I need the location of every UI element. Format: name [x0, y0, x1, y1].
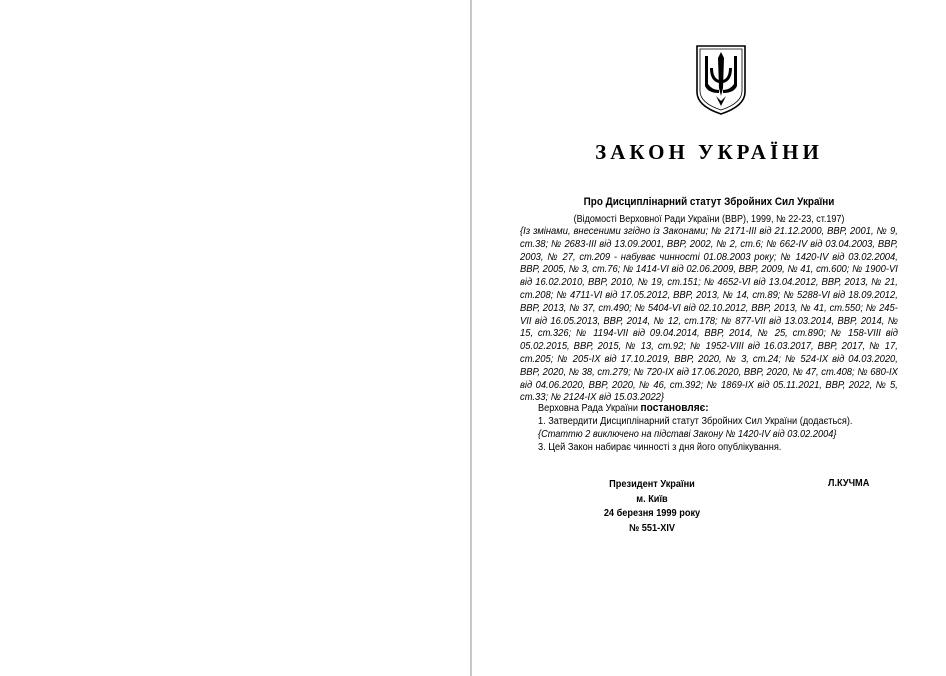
- document-subtitle: Про Дисциплінарний статут Збройних Сил України: [583, 196, 835, 208]
- amendment-item: № 720-IX від 17.06.2020, ВВР, 2020, № 47, ст.408;: [633, 366, 855, 378]
- amendments-list: [520, 226, 898, 405]
- amendment-item: № 5404-VI від 02.10.2012, ВВР, 2013, № 41, ст.550;: [634, 302, 863, 314]
- amendment-item: № 680-IX від 04.06.2020, ВВР, 2020, № 46, ст.392;: [520, 366, 898, 391]
- amendment-item: № 4711-VI від 17.05.2012, ВВР, 2013, № 14, ст.89;: [556, 289, 781, 301]
- document-title: ЗАКОН УКРАЇНИ: [595, 140, 823, 164]
- document-page: [472, 0, 946, 676]
- amendment-item: № 1414-VI від 02.06.2009, ВВР, 2009, № 41, ст.600;: [622, 264, 850, 276]
- amendment-item: № 205-IX від 17.10.2019, ВВР, 2020, № 3, ст.24;: [557, 353, 781, 365]
- amendment-item: № 158-VIII від 05.02.2015, ВВР, 2015, № 13, ст.92;: [520, 328, 898, 353]
- amendment-item: № 524-IX від 04.03.2020, ВВР, 2020, № 38, ст.279;: [520, 353, 898, 378]
- signing-date: 24 березня 1999 року: [603, 508, 701, 519]
- amendment-item: № 877-VII від 13.03.2014, ВВР, 2014, № 15, ст.326;: [520, 315, 898, 340]
- amendment-item: {Із змінами, внесеними згідно із Законами; № 2171-III від 21.12.2000, ВВР, 2001, № 9, ст.38;: [520, 226, 898, 250]
- amendment-item: № 245-VII від 16.05.2013, ВВР, 2014, № 12, ст.178;: [520, 302, 898, 327]
- signing-city: м. Київ: [636, 493, 668, 505]
- amendment-item: № 4652-VI від 13.04.2012, ВВР, 2013, № 21, ст.208;: [520, 277, 898, 301]
- amendment-item: № 1952-VIII від 16.03.2017, ВВР, 2017, № 17, ст.205;: [520, 341, 898, 365]
- point-2-note: {Статтю 2 виключено на підставі Закону № 1420-IV від 03.02.2004}: [538, 429, 837, 440]
- amendment-item: № 2683-III від 13.09.2001, ВВР, 2002, № 2, ст.6;: [551, 238, 764, 250]
- trident-emblem-icon: [694, 44, 748, 116]
- amendment-item: № 5288-VI від 18.09.2012, ВВР, 2013, № 37, ст.490;: [520, 289, 898, 314]
- point-3: 3. Цей Закон набирає чинності з дня його опублікування.: [538, 442, 782, 453]
- amendment-item: № 662-IV від 03.04.2003, ВВР, 2003, № 27, ст.209 - набуває чинності 01.08.2003 року;: [520, 238, 898, 263]
- signer-name: Л.КУЧМА: [828, 478, 870, 489]
- point-1: 1. Затвердити Дисциплінарний статут Збройних Сил України (додається).: [538, 416, 853, 427]
- law-number: № 551-XIV: [628, 522, 676, 534]
- amendment-item: № 1869-IX від 05.11.2021, ВВР, 2022, № 5, ст.33;: [520, 379, 898, 404]
- amendment-item: № 1900-VI від 16.02.2010, ВВР, 2010, № 19, ст.151;: [520, 264, 898, 289]
- amendment-item: № 1420-IV від 03.02.2004, ВВР, 2005, № 3, ст.76;: [520, 251, 898, 276]
- resolution-prefix: Верховна Рада України: [538, 403, 638, 414]
- signer-position: Президент України: [609, 479, 695, 490]
- amendment-item: № 1194-VII від 09.04.2014, ВВР, 2014, № 25, ст.890;: [576, 328, 826, 340]
- publication-source: (Відомості Верховної Ради України (ВВР), 1999, № 22-23, ст.197): [573, 214, 845, 225]
- signature-block: [595, 478, 709, 536]
- resolution-word: постановляє:: [640, 402, 709, 414]
- amendment-item: № 2124-IX від 15.03.2022}: [550, 392, 665, 404]
- resolution-line: [538, 402, 709, 414]
